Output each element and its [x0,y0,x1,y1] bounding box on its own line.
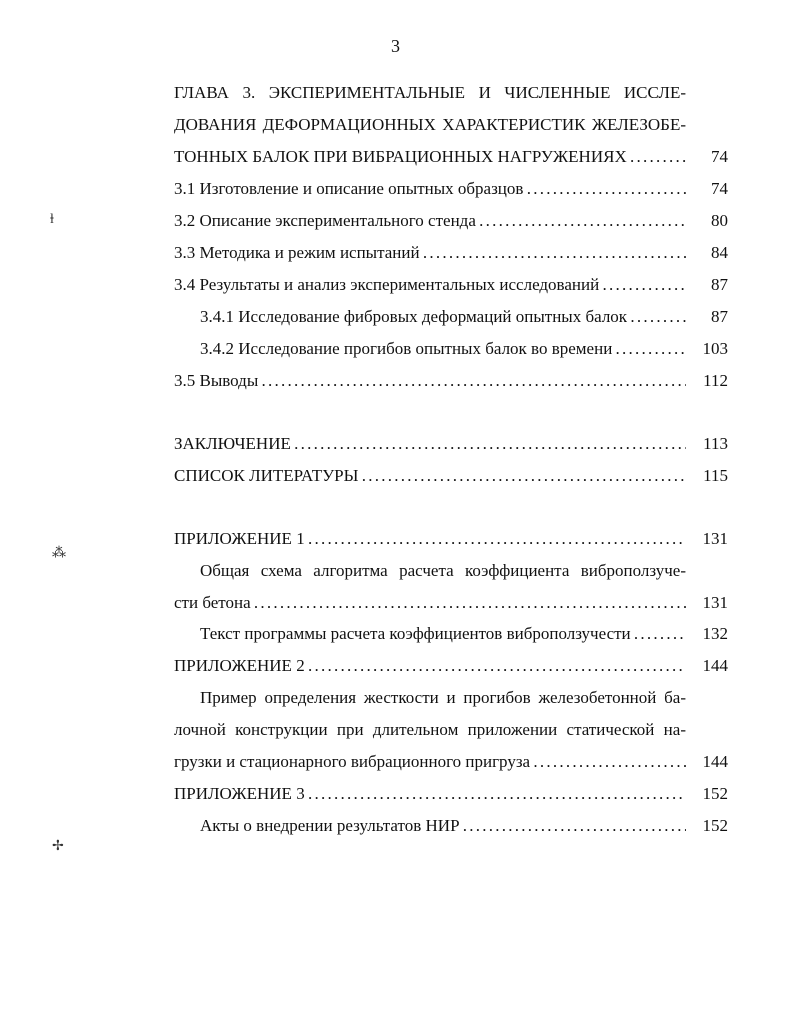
appendix-1-item2[interactable]: Текст программы расчета коэффициентов виброползучести . . . [200,622,686,646]
toc-page-3-5: 112 [703,371,728,390]
toc-entry-3-4-1[interactable]: 3.4.1 Исследование фибровых деформаций опытных балок . . . [200,305,686,329]
appendix-3-item[interactable]: Акты о внедрении результатов НИР . . . [200,814,686,838]
page-number: 3 [391,36,400,56]
toc-page-appendix-2: 144 [702,656,728,675]
toc-page-3-4: 87 [711,275,728,294]
toc-entry-3-3[interactable]: 3.3 Методика и режим испытаний . . . [174,241,686,265]
appendix-1-item1-line2[interactable]: сти бетона . . . [174,591,686,615]
toc-entry-3-1[interactable]: 3.1 Изготовление и описание опытных образцов . . . [174,177,686,201]
toc-entry-3-5[interactable]: 3.5 Выводы . . . [174,369,686,393]
toc-entry-appendix-1[interactable]: ПРИЛОЖЕНИЕ 1 . . . [174,527,686,551]
appendix-1-item1-page: 131 [702,593,728,612]
toc-entry-references[interactable]: СПИСОК ЛИТЕРАТУРЫ . . . [174,464,686,488]
toc-page-appendix-1: 131 [702,529,728,548]
toc-page-appendix-3: 152 [702,784,728,803]
binder-hole-mark-bottom: ✢ [52,839,64,854]
toc-page-3-4-1: 87 [711,307,728,326]
toc-page-conclusion: 113 [703,434,728,453]
appendix-3-item-page: 152 [702,816,728,835]
chapter-page: 74 [711,147,728,166]
toc-entry-conclusion[interactable]: ЗАКЛЮЧЕНИЕ . . . [174,432,686,456]
toc-entry-3-4[interactable]: 3.4 Результаты и анализ экспериментальных исследований . . . [174,273,686,297]
chapter-title-line3[interactable]: ТОННЫХ БАЛОК ПРИ ВИБРАЦИОННЫХ НАГРУЖЕНИЯХ . . . [174,145,686,169]
appendix-1-item2-page: 132 [702,624,728,643]
chapter-title-line2[interactable]: ДОВАНИЯ ДЕФОРМАЦИОННЫХ ХАРАКТЕРИСТИК ЖЕЛЕЗОБЕ- [174,115,686,134]
toc-entry-3-2[interactable]: 3.2 Описание экспериментального стенда . . . [174,209,686,233]
appendix-2-item-page: 144 [702,752,728,771]
toc-page-3-4-2: 103 [702,339,728,358]
appendix-2-item-line3[interactable]: грузки и стационарного вибрационного пригруза . . . [174,750,686,774]
chapter-title-line1[interactable]: ГЛАВА 3. ЭКСПЕРИМЕНТАЛЬНЫЕ И ЧИСЛЕННЫЕ ИССЛЕ- [174,83,686,102]
toc-entry-appendix-3[interactable]: ПРИЛОЖЕНИЕ 3 . . . [174,782,686,806]
toc-entry-appendix-2[interactable]: ПРИЛОЖЕНИЕ 2 . . . [174,654,686,678]
toc-entry-3-4-2[interactable]: 3.4.2 Исследование прогибов опытных балок во времени . . . [200,337,686,361]
toc-page-3-3: 84 [711,243,728,262]
toc-page-references: 115 [703,466,728,485]
binder-hole-mark-top: ⱡ [50,212,54,227]
appendix-1-item1-line1[interactable]: Общая схема алгоритма расчета коэффициента виброползуче- [200,561,686,580]
toc-page-3-2: 80 [711,211,728,230]
appendix-2-item-line2[interactable]: лочной конструкции при длительном приложении статической на- [174,720,686,739]
binder-hole-mark-middle: ⁂ [52,546,66,561]
toc-page-3-1: 74 [711,179,728,198]
appendix-2-item-line1[interactable]: Пример определения жесткости и прогибов железобетонной ба- [200,688,686,707]
